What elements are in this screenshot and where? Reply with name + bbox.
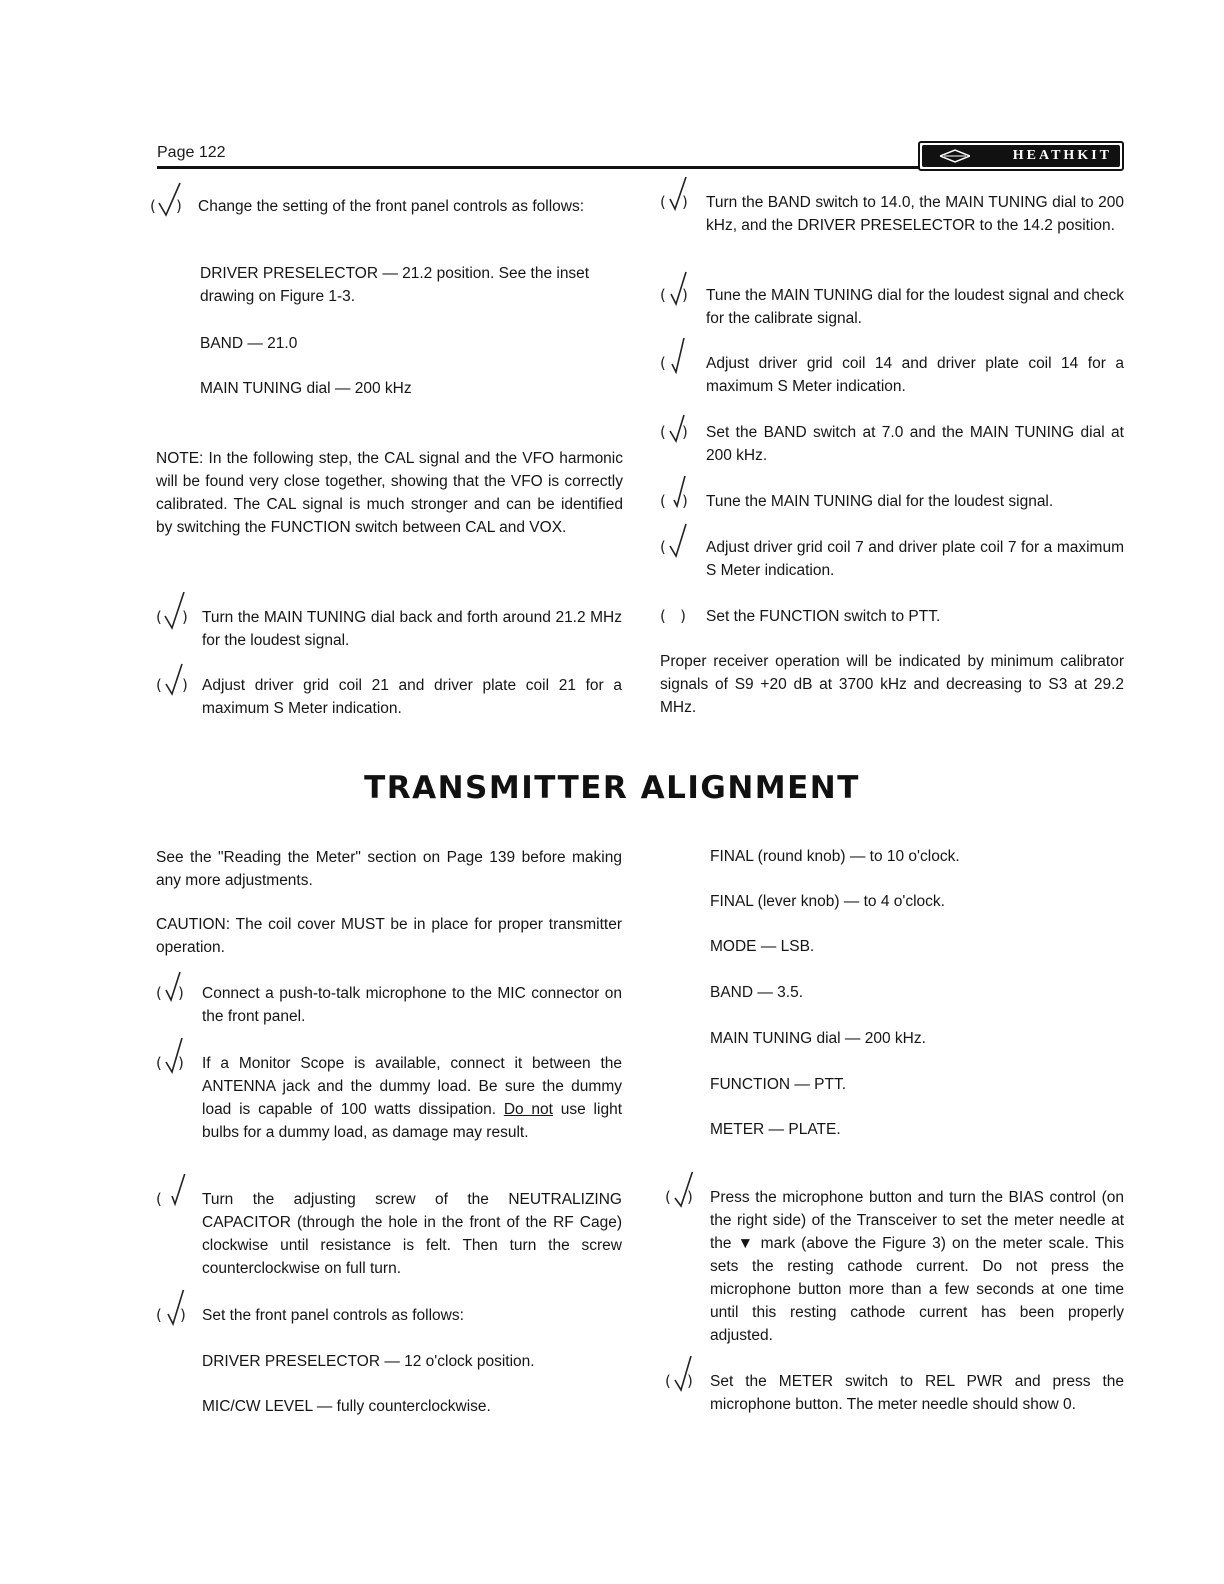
setting-meter: METER — PLATE. bbox=[710, 1121, 841, 1138]
check-mark-icon bbox=[671, 1356, 697, 1396]
step-text: Connect a push-to-talk microphone to the MIC connector on the front panel. bbox=[202, 985, 622, 1025]
setting-band: BAND — 3.5. bbox=[710, 984, 804, 1001]
step-text-a: If a Monitor Scope is available, connect it between the ANTENNA jack and the dummy load. Be sure the dummy load is capable of 100 watts dissipation. bbox=[202, 1055, 622, 1118]
step-text: Turn the BAND switch to 14.0, the MAIN TUNING dial to 200 kHz, and the DRIVER PRESELECTOR to the 14.2 position. bbox=[706, 194, 1124, 234]
setting-driver-preselector: DRIVER PRESELECTOR — 21.2 position. See the inset drawing on Figure 1-3. bbox=[200, 265, 590, 305]
setting-main-tuning: MAIN TUNING dial — 200 kHz bbox=[200, 380, 412, 397]
setting-final-round: FINAL (round knob) — to 10 o'clock. bbox=[710, 848, 960, 865]
step-text-b: use light bulbs for a dummy load, as damage may result. bbox=[202, 1101, 622, 1141]
step-text: Set the front panel controls as follows: bbox=[202, 1307, 464, 1324]
step-text: Press the microphone button and turn the BIAS control (on the right side) of the Transceiver to set the meter needle at the ▼ mark (above the Figure 3) on the meter scale. This sets the resting cathode current. Do not press the microphone button more than a few seconds at one time until this resting cathode current has been properly adjusted. bbox=[710, 1189, 1124, 1344]
check-mark-icon bbox=[162, 968, 188, 1008]
checkbox[interactable]: ( ) bbox=[156, 674, 200, 698]
checkbox[interactable]: ( ) bbox=[156, 606, 200, 630]
check-mark-icon bbox=[162, 1038, 188, 1078]
step-text: Turn the adjusting screw of the NEUTRALIZING CAPACITOR (through the hole in the front of the RF Cage) clockwise until resistance is felt. Then turn the screw counterclockwise on full turn. bbox=[202, 1191, 622, 1277]
section-title: TRANSMITTER ALIGNMENT bbox=[364, 770, 860, 806]
check-mark-icon bbox=[666, 522, 692, 562]
setting-driver-preselector: DRIVER PRESELECTOR — 12 o'clock position. bbox=[202, 1353, 535, 1370]
step-text: Set the METER switch to REL PWR and press the microphone button. The meter needle should show 0. bbox=[710, 1373, 1124, 1413]
step-text: Adjust driver grid coil 14 and driver plate coil 14 for a maximum S Meter indication. bbox=[706, 355, 1124, 395]
step-text bbox=[202, 1052, 622, 1144]
closing-text: Proper receiver operation will be indicated by minimum calibrator signals of S9 +20 dB at 3700 kHz and decreasing to S3 at 29.2 MHz. bbox=[660, 653, 1124, 716]
setting-band: BAND — 21.0 bbox=[200, 335, 298, 352]
checkbox-empty[interactable]: ( ) bbox=[660, 607, 687, 625]
check-mark-icon bbox=[666, 338, 692, 378]
checkbox[interactable]: ( ) bbox=[156, 982, 200, 1006]
underlined-do-not: Do not bbox=[503, 1101, 553, 1118]
check-mark-icon bbox=[666, 407, 692, 447]
logo-text: HEATHKIT bbox=[1012, 148, 1112, 163]
step-text: Adjust driver grid coil 21 and driver plate coil 21 for a maximum S Meter indication. bbox=[202, 677, 622, 717]
checkbox[interactable]: ( ) bbox=[156, 1052, 200, 1076]
checkbox[interactable]: ( bbox=[156, 1188, 200, 1212]
heathkit-logo bbox=[918, 141, 1124, 171]
logo-diamond-icon bbox=[940, 149, 970, 163]
check-mark-icon bbox=[162, 1174, 188, 1214]
setting-function: FUNCTION — PTT. bbox=[710, 1076, 847, 1093]
checkbox[interactable]: ( ) bbox=[660, 421, 704, 445]
setting-mode: MODE — LSB. bbox=[710, 938, 815, 955]
note-text: NOTE: In the following step, the CAL signal and the VFO harmonic will be found very close together, showing that the VFO is correctly calibrated. The CAL signal is much stronger and can be identified by switching the FUNCTION switch between CAL and VOX. bbox=[156, 450, 623, 536]
step-text: Adjust driver grid coil 7 and driver plate coil 7 for a maximum S Meter indication. bbox=[706, 539, 1124, 579]
step-text: Set the BAND switch at 7.0 and the MAIN TUNING dial at 200 kHz. bbox=[706, 424, 1124, 464]
checkbox[interactable]: ( ) bbox=[665, 1370, 709, 1394]
checkbox[interactable]: ( ) bbox=[660, 284, 704, 308]
step-text: Tune the MAIN TUNING dial for the loudest signal. bbox=[706, 493, 1054, 510]
step-text: Tune the MAIN TUNING dial for the loudest signal and check for the calibrate signal. bbox=[706, 287, 1124, 327]
intro-text: See the "Reading the Meter" section on Page 139 before making any more adjustments. bbox=[156, 849, 622, 889]
caution-text: CAUTION: The coil cover MUST be in place for proper transmitter operation. bbox=[156, 916, 622, 956]
checkbox[interactable]: ( ) bbox=[665, 1186, 709, 1210]
step-text: Turn the MAIN TUNING dial back and forth around 21.2 MHz for the loudest signal. bbox=[202, 609, 622, 649]
checkbox[interactable]: ( ) bbox=[660, 490, 704, 514]
check-mark-icon bbox=[666, 177, 692, 217]
check-mark-icon bbox=[666, 270, 692, 310]
checkbox[interactable]: ( bbox=[660, 352, 704, 376]
check-mark-icon bbox=[666, 476, 692, 516]
page-number: Page 122 bbox=[157, 144, 226, 161]
setting-main-tuning: MAIN TUNING dial — 200 kHz. bbox=[710, 1030, 926, 1047]
checkbox[interactable]: ( ) bbox=[150, 195, 194, 219]
checkbox[interactable]: ( ) bbox=[660, 191, 704, 215]
setting-final-lever: FINAL (lever knob) — to 4 o'clock. bbox=[710, 893, 945, 910]
check-mark-icon bbox=[671, 1172, 697, 1212]
step-text: Change the setting of the front panel controls as follows: bbox=[198, 198, 585, 215]
step-text: Set the FUNCTION switch to PTT. bbox=[706, 608, 941, 625]
checkbox[interactable]: ( bbox=[660, 536, 704, 560]
checkbox[interactable]: ( ) bbox=[156, 1304, 200, 1328]
setting-mic-cw-level: MIC/CW LEVEL — fully counterclockwise. bbox=[202, 1398, 491, 1415]
